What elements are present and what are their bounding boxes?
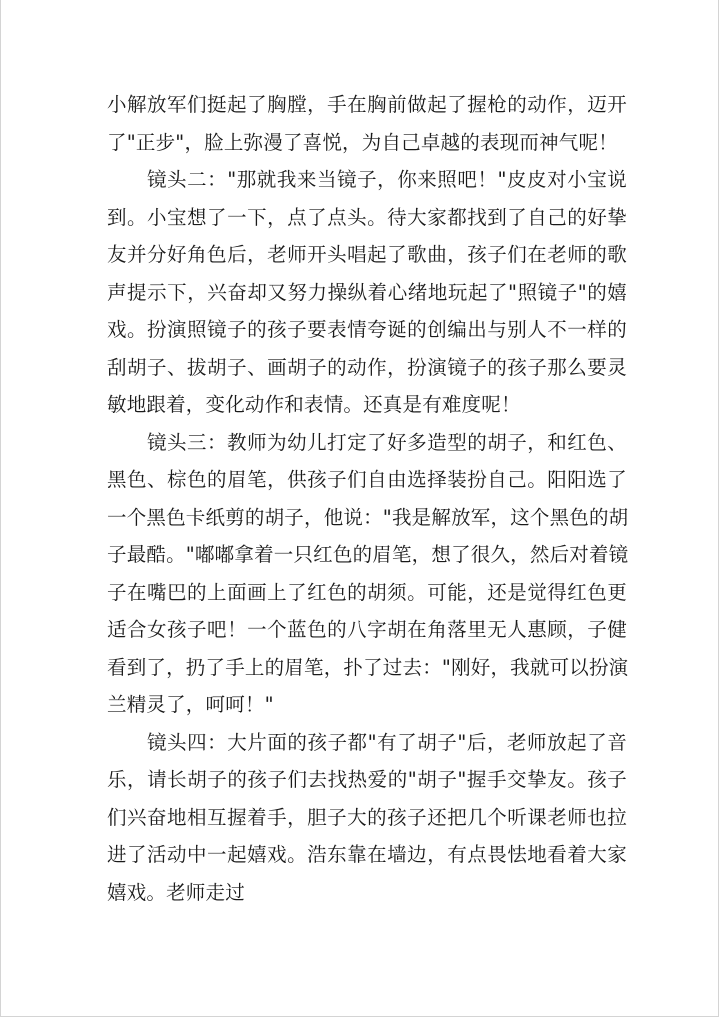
paragraph-1 <box>107 86 627 161</box>
text-line: 子在嘴巴的上面画上了红色的胡须。可能，还是觉得红色更 <box>107 580 627 604</box>
text-line: 小解放军们挺起了胸膛，手在胸前做起了握枪的动作，迈开 <box>107 93 627 116</box>
paragraph-2 <box>107 161 627 424</box>
text-line: 进了活动中一起嬉戏。浩东靠在墙边，有点畏怯地看着大家 <box>107 843 627 866</box>
text-line: 友并分好角色后，老师开头唱起了歌曲，孩子们在老师的歌 <box>107 243 627 266</box>
text-line: 戏。扮演照镜子的孩子要表情夸诞的创编出与别人不一样的 <box>107 318 627 341</box>
text-line: 们兴奋地相互握着手，胆子大的孩子还把几个听课老师也拉 <box>107 805 627 829</box>
text-line: 看到了，扔了手上的眉笔，扑了过去："刚好，我就可以扮演 <box>107 655 629 679</box>
body-text <box>107 86 627 911</box>
text-line: 嬉戏。老师走过 <box>107 880 245 904</box>
text-line: 适合女孩子吧！一个蓝色的八字胡在角落里无人惠顾，子健 <box>107 618 627 641</box>
text-line: 一个黑色卡纸剪的胡子，他说："我是解放军，这个黑色的胡 <box>107 505 629 529</box>
text-line: 镜头四：大片面的孩子都"有了胡子"后，老师放起了音 <box>147 730 627 754</box>
text-line: 刮胡子、拔胡子、画胡子的动作，扮演镜子的孩子那么要灵 <box>107 355 627 379</box>
text-line: 到。小宝想了一下，点了点头。待大家都找到了自己的好挚 <box>107 205 627 229</box>
text-line: 乐，请长胡子的孩子们去找热爱的"胡子"握手交挚友。孩子 <box>107 768 627 791</box>
text-line: 子最酷。"嘟嘟拿着一只红色的眉笔，想了很久，然后对着镜 <box>107 543 629 566</box>
text-line: 镜头二："那就我来当镜子，你来照吧！"皮皮对小宝说 <box>147 168 627 191</box>
text-line: 声提示下，兴奋却又努力操纵着心绪地玩起了"照镜子"的嬉 <box>107 280 627 304</box>
text-line: 黑色、棕色的眉笔，供孩子们自由选择装扮自己。阳阳选了 <box>107 468 627 491</box>
text-line: 敏地跟着，变化动作和表情。还真是有难度呢！ <box>107 393 521 416</box>
text-line: 兰精灵了，呵呵！" <box>107 693 274 716</box>
text-line: 镜头三：教师为幼儿打定了好多造型的胡子，和红色、 <box>147 430 627 454</box>
text-line: 了"正步"，脸上弥漫了喜悦，为自己卓越的表现而神气呢！ <box>107 130 618 154</box>
paragraph-4 <box>107 724 627 912</box>
paragraph-3 <box>107 424 627 724</box>
